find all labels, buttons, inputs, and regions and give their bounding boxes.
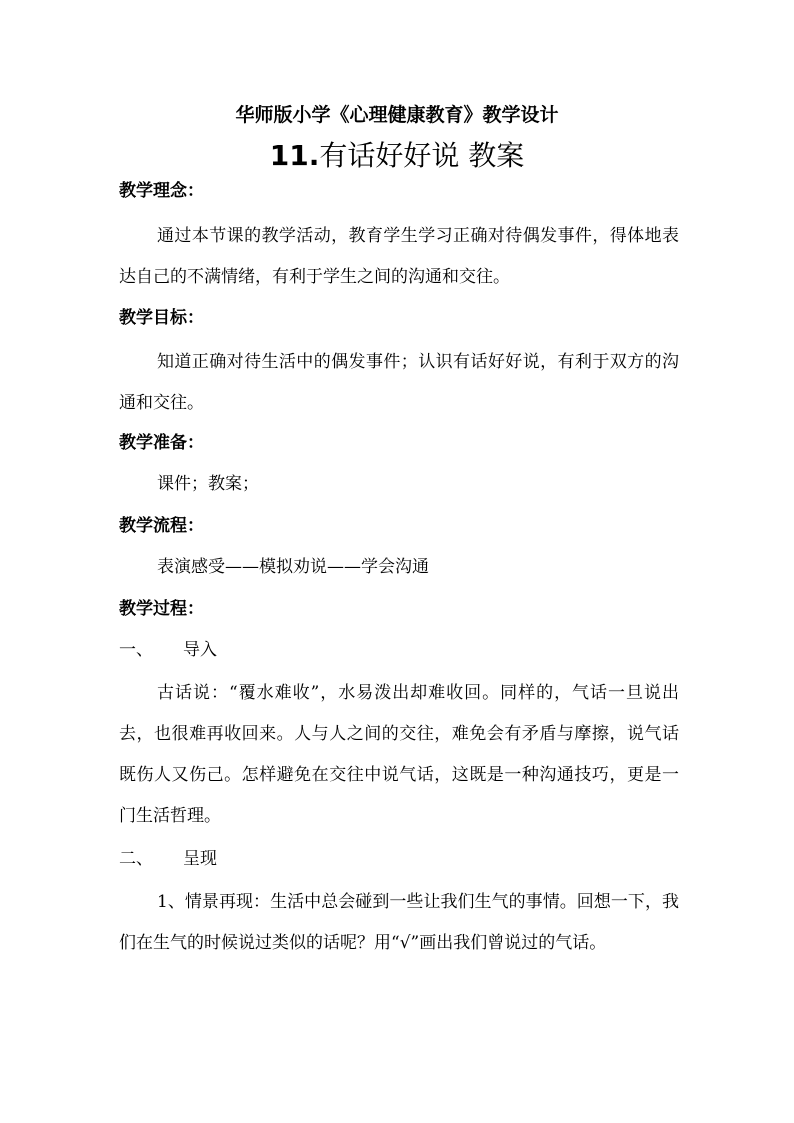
part1-title: 导入 xyxy=(183,640,217,660)
process-heading: 教学过程： xyxy=(119,599,204,619)
prep-heading: 教学准备： xyxy=(119,433,204,453)
flow-text: 表演感受——模拟劝说——学会沟通 xyxy=(157,557,429,577)
document-subtitle: 华师版小学《心理健康教育》教学设计 xyxy=(235,104,559,126)
philosophy-heading: 教学理念： xyxy=(119,181,204,201)
goals-paragraph: 知道正确对待生活中的偶发事件；认识有话好好说，有利于双方的沟通和交往。 xyxy=(119,352,679,413)
title-text: 有话好好说 教案 xyxy=(319,139,525,172)
title-number: 11. xyxy=(269,139,320,172)
part1-paragraph: 古话说：“覆水难收”，水易泼出却难收回。同样的，气话一旦说出去，也很难再收回来。人与人之间的交往，难免会有矛盾与摩擦，说气话既伤人又伤己。怎样避免在交往中说气话，这既是一种沟通技巧，更是一门生活哲理。 xyxy=(119,683,679,826)
document-title xyxy=(0,136,794,176)
prep-text: 课件；教案； xyxy=(157,474,259,494)
part2-number: 二、 xyxy=(119,849,153,869)
flow-heading: 教学流程： xyxy=(119,516,204,536)
part1-heading xyxy=(119,636,679,664)
part2-title: 呈现 xyxy=(183,849,217,869)
part2-heading xyxy=(119,845,679,873)
part1-number: 一、 xyxy=(119,640,153,660)
philosophy-paragraph: 通过本节课的教学活动，教育学生学习正确对待偶发事件，得体地表达自己的不满情绪，有利于学生之间的沟通和交往。 xyxy=(119,226,679,287)
goals-heading: 教学目标： xyxy=(119,308,204,328)
part2-paragraph: 1、情景再现：生活中总会碰到一些让我们生气的事情。回想一下，我们在生气的时候说过类似的话呢？用“√”画出我们曾说过的气话。 xyxy=(119,892,679,953)
